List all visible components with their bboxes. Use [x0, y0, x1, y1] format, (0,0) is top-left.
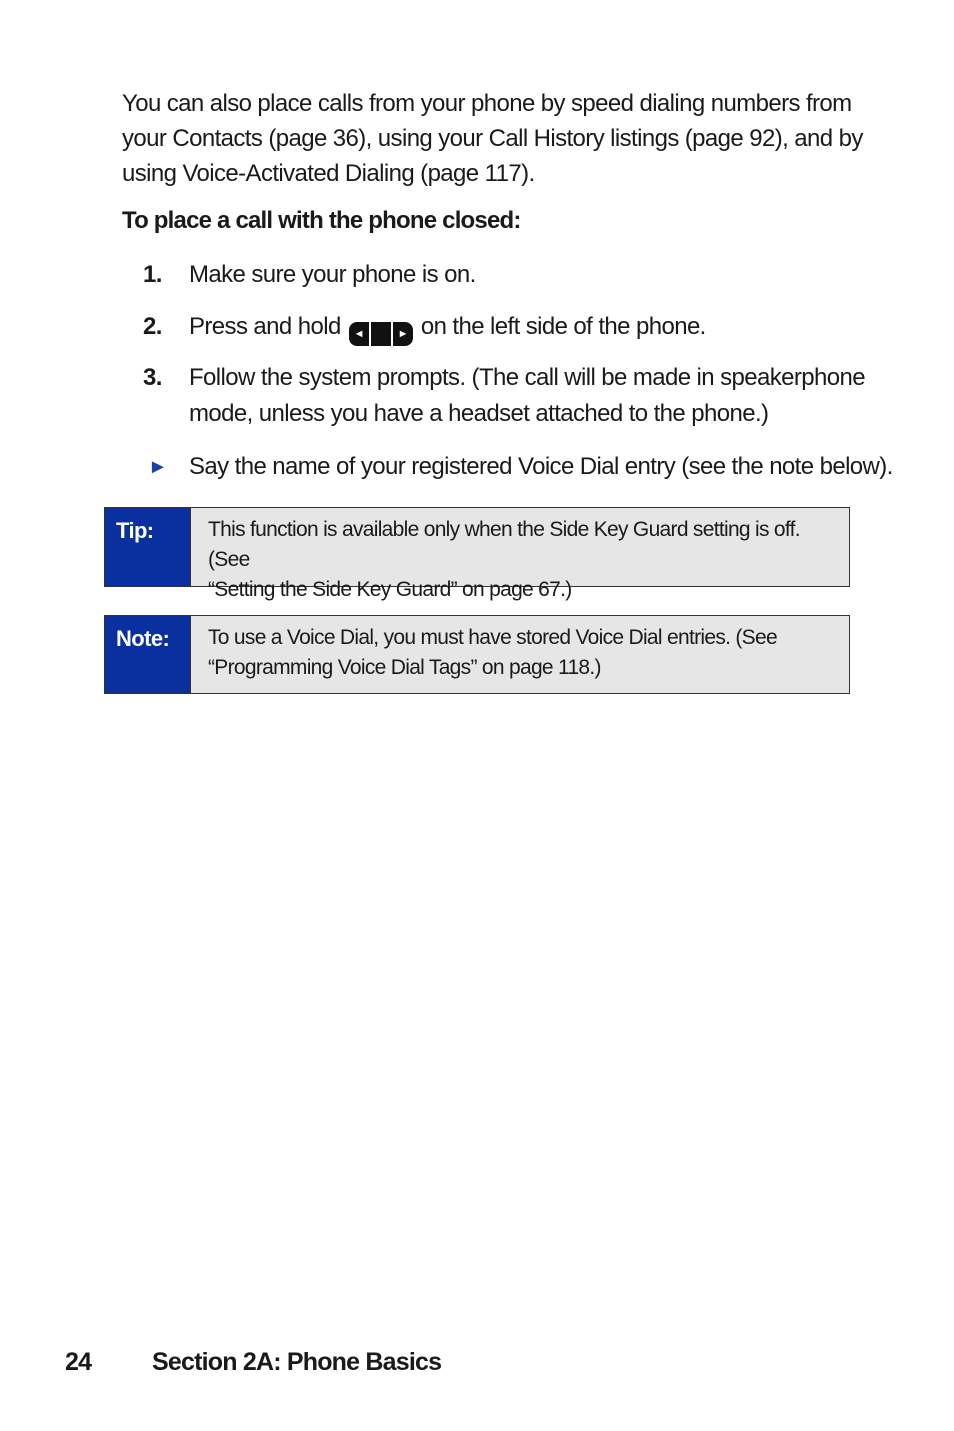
- bullet-arrow-icon: ►: [148, 456, 168, 478]
- side-key-center-icon: [371, 322, 393, 346]
- note-body: [191, 616, 849, 693]
- step-text: Make sure your phone is on.: [189, 261, 476, 288]
- note-box: [104, 615, 850, 694]
- tip-line-2: “Setting the Side Key Guard” on page 67.): [208, 578, 572, 601]
- note-label: Note:: [105, 616, 191, 693]
- tip-box: [104, 507, 850, 601]
- tip-line-1: This function is available only when the Side Key Guard setting is off. (See: [208, 518, 800, 571]
- intro-line-2: your Contacts (page 36), using your Call History listings (page 92), and by: [122, 125, 863, 152]
- intro-line-1: You can also place calls from your phone by speed dialing numbers from: [122, 90, 852, 117]
- bullet-text: Say the name of your registered Voice Dial entry (see the note below).: [189, 453, 893, 480]
- tip-body: [191, 508, 849, 601]
- side-key-icon: [349, 322, 413, 346]
- note-line-2: “Programming Voice Dial Tags” on page 118.): [208, 656, 601, 679]
- step-text-before: Press and hold: [189, 313, 341, 340]
- step-text: [189, 309, 869, 346]
- step-number: 3.: [143, 364, 162, 391]
- step-text-line-1: Follow the system prompts. (The call will be made in speakerphone: [189, 364, 865, 391]
- step-text-line-2: mode, unless you have a headset attached to the phone.): [189, 400, 769, 427]
- step-number: 2.: [143, 313, 162, 340]
- step-text: [189, 360, 869, 432]
- page-number: 24: [65, 1348, 92, 1376]
- step-text-after: on the left side of the phone.: [420, 313, 706, 340]
- intro-paragraph: [122, 86, 882, 191]
- tip-label: Tip:: [105, 508, 191, 586]
- side-key-right-icon: ►: [393, 322, 413, 346]
- intro-line-3: using Voice-Activated Dialing (page 117).: [122, 160, 535, 187]
- section-title: Section 2A: Phone Basics: [152, 1348, 442, 1376]
- side-key-left-icon: ◄: [349, 322, 371, 346]
- procedure-heading: To place a call with the phone closed:: [122, 207, 521, 234]
- step-number: 1.: [143, 261, 162, 288]
- note-line-1: To use a Voice Dial, you must have stored Voice Dial entries. (See: [208, 626, 777, 649]
